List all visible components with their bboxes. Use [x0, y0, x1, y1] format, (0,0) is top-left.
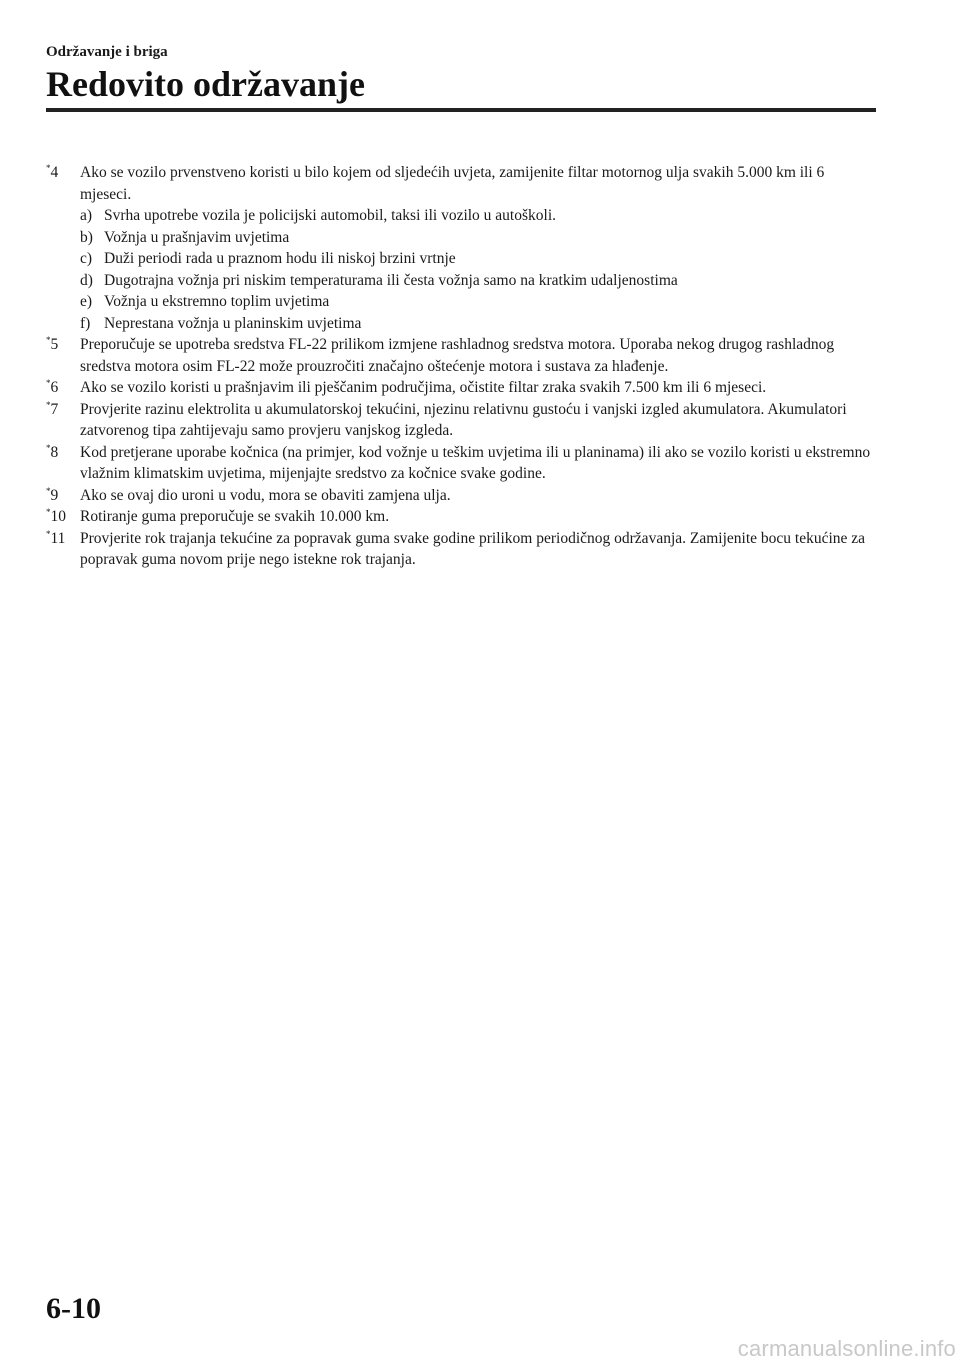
- footnote-number: 11: [50, 529, 66, 547]
- footnote-text: Rotiranje guma preporučuje se svakih 10.000 km.: [80, 508, 390, 525]
- footnote-4: [46, 162, 876, 334]
- footnote-marker: *: [46, 507, 51, 517]
- footnote-number: 7: [50, 400, 59, 418]
- footnote-text: Provjerite rok trajanja tekućine za popravak guma svake godine prilikom periodičnog održavanja. Zamijenite bocu tekućine za popravak guma novom prije nego istekne rok trajanja.: [80, 529, 866, 568]
- footnote-marker: *: [46, 442, 51, 453]
- page-title: Redovito održavanje: [46, 64, 365, 104]
- footnote-id: [46, 334, 58, 356]
- page-number: 6-10: [46, 1292, 101, 1325]
- footnote-number: 4: [50, 164, 59, 181]
- footnote-id: [46, 377, 58, 399]
- footnote-number: 9: [50, 486, 59, 504]
- footnote-7: [46, 399, 876, 442]
- list-letter: d): [80, 271, 93, 289]
- footnote-9: [46, 485, 876, 507]
- list-item: [80, 270, 876, 292]
- footnote-text: Preporučuje se upotreba sredstva FL-22 prilikom izmjene rashladnog sredstva motora. Uporaba nekog drugog rashladnog sredstva motora osim FL-22 može prouzročiti značajno oštećenje motora i sustava za hlađenje.: [80, 336, 835, 375]
- footnote-marker: *: [46, 163, 51, 173]
- footnote-id: [46, 528, 65, 550]
- list-item: [80, 291, 876, 313]
- list-item-text: Dugotrajna vožnja pri niskim temperaturama ili česta vožnja samo na kratkim udaljenostima: [104, 271, 678, 289]
- list-letter: a): [80, 207, 93, 224]
- footnote-text: Ako se ovaj dio uroni u vodu, mora se obaviti zamjena ulja.: [80, 486, 451, 504]
- list-item: [80, 205, 876, 227]
- footnote-number: 6: [50, 379, 59, 396]
- list-item-text: Neprestana vožnja u planinskim uvjetima: [104, 314, 362, 332]
- footnote-number: 5: [50, 336, 59, 353]
- footnote-8: [46, 442, 876, 485]
- footnote-marker: *: [46, 378, 51, 388]
- footnote-number: 8: [50, 443, 59, 461]
- footnote-text: Ako se vozilo koristi u prašnjavim ili pješčanim područjima, očistite filtar zraka svakih 7.500 km ili 6 mjeseci.: [80, 379, 767, 396]
- list-item-text: Duži periodi rada u praznom hodu ili niskoj brzini vrtnje: [104, 250, 456, 267]
- list-letter: f): [80, 314, 91, 332]
- footnote-marker: *: [46, 528, 51, 539]
- footnote-text: Kod pretjerane uporabe kočnica (na primjer, kod vožnje u teškim uvjetima ili u planinama) ili ako se vozilo koristi u ekstremno vlažnim klimatskim uvjetima, mijenjajte sredstvo za kočnice svake godine.: [80, 443, 871, 482]
- list-letter: b): [80, 228, 93, 246]
- footnote-marker: *: [46, 485, 51, 496]
- footnote-id: [46, 399, 58, 421]
- footnote-10: [46, 506, 876, 528]
- footnote-6: [46, 377, 876, 399]
- list-item-text: Svrha upotrebe vozila je policijski automobil, taksi ili vozilo u autoškoli.: [104, 207, 557, 224]
- footnote-id: [46, 506, 66, 528]
- footnote-number: 10: [50, 508, 66, 525]
- condition-list: [80, 205, 876, 334]
- watermark: carmanualsonline.info: [737, 1336, 956, 1361]
- footnote-id: [46, 162, 58, 184]
- list-item-text: Vožnja u ekstremno toplim uvjetima: [104, 293, 330, 310]
- footnote-text: Ako se vozilo prvenstveno koristi u bilo kojem od sljedećih uvjeta, zamijenite filtar motornog ulja svakih 5.000 km ili 6 mjeseci.: [80, 164, 825, 203]
- footnotes: [46, 162, 876, 571]
- footnote-marker: *: [46, 335, 51, 345]
- footnote-5: [46, 334, 876, 377]
- list-item: [80, 248, 876, 270]
- footnote-id: [46, 485, 58, 507]
- list-item: [80, 313, 876, 335]
- list-letter: e): [80, 293, 93, 310]
- footnote-id: [46, 442, 58, 464]
- title-rule: [46, 108, 876, 112]
- footnote-11: [46, 528, 876, 571]
- list-item-text: Vožnja u prašnjavim uvjetima: [104, 228, 290, 246]
- footnote-text: Provjerite razinu elektrolita u akumulatorskoj tekućini, njezinu relativnu gustoću i vanjski izgled akumulatora. Akumulatori zatvorenog tipa zahtijevaju samo provjeru vanjskog izgleda.: [80, 400, 847, 439]
- section-label: Održavanje i briga: [46, 44, 168, 60]
- footnote-marker: *: [46, 399, 51, 410]
- list-item: [80, 227, 876, 249]
- list-letter: c): [80, 250, 93, 267]
